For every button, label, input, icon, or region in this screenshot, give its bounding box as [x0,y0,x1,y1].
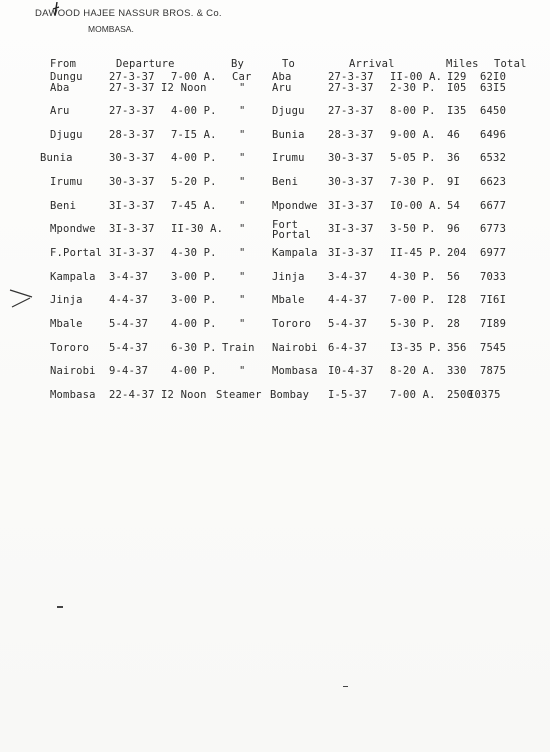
cell-miles: I05 [447,82,467,94]
cell-by: " [239,129,246,141]
cell-miles: 46 [447,129,461,141]
cell-from: Mpondwe [50,223,96,235]
cell-arrival-date: 28-3-37 [328,129,374,141]
header-to: To [282,58,296,70]
cell-departure-date: 27-3-37 [109,82,155,94]
table-row [0,389,550,403]
cell-arrival-date: 6-4-37 [328,342,368,354]
table-header [0,58,550,72]
cell-departure-date: 3-4-37 [109,271,149,283]
table-row [0,365,550,379]
cell-departure-time: II-30 A. [171,223,224,235]
table-row [0,342,550,356]
cell-departure-date: 28-3-37 [109,129,155,141]
cell-arrival-date: 4-4-37 [328,294,368,306]
header-departure: Departure [116,58,175,70]
cell-arrival-date: 3I-3-37 [328,223,374,235]
table-row [0,129,550,143]
cell-miles: 54 [447,200,461,212]
cell-miles: 2500 [447,389,474,401]
cell-arrival-date: 27-3-37 [328,105,374,117]
cell-miles: 36 [447,152,461,164]
cell-miles: 56 [447,271,461,283]
cell-to: Fort Portal [272,219,312,241]
cell-by: " [239,82,246,94]
cell-by: " [239,223,246,235]
cell-by: " [239,176,246,188]
cell-from: Irumu [50,176,83,188]
cell-from: Mombasa [50,389,96,401]
cell-by: " [239,105,246,117]
cell-departure-date: 27-3-37 [109,71,155,83]
cell-arrival-time: 7-00 A. [390,389,436,401]
cell-arrival-date: 5-4-37 [328,318,368,330]
cell-to: Nairobi [272,342,318,354]
cell-departure-date: 3I-3-37 [109,247,155,259]
table-row [0,318,550,332]
cell-to: Djugu [272,105,305,117]
cell-arrival-date: 30-3-37 [328,176,374,188]
cell-arrival-time: 4-30 P. [390,271,436,283]
cell-arrival-time: I0-00 A. [390,200,443,212]
cell-arrival-date: I-5-37 [328,389,368,401]
cell-arrival-time: 8-20 A. [390,365,436,377]
cell-by: " [239,294,246,306]
cell-departure-time: I2 Noon [161,82,207,94]
cell-to: Mpondwe [272,200,318,212]
cell-arrival-date: I0-4-37 [328,365,374,377]
cell-departure-time: 5-20 P. [171,176,217,188]
cell-to: Bunia [272,129,305,141]
cell-total: 7I6I [480,294,507,306]
ink-speck [57,606,63,608]
cell-arrival-time: 3-50 P. [390,223,436,235]
cell-total: 6977 [480,247,507,259]
cell-total: 6773 [480,223,507,235]
cell-arrival-date: 3-4-37 [328,271,368,283]
cell-arrival-time: 5-30 P. [390,318,436,330]
cell-to: Aba [272,71,292,83]
cell-arrival-date: 27-3-37 [328,82,374,94]
cell-by: Train [222,342,255,354]
cell-total: 6677 [480,200,507,212]
cell-arrival-date: 27-3-37 [328,71,374,83]
table-row [0,219,550,241]
cell-total: 63I5 [480,82,507,94]
cell-miles: 9I [447,176,461,188]
company-city: MOMBASA. [88,24,134,34]
table-row [0,247,550,261]
cell-by: " [239,152,246,164]
cell-by: Car [232,71,252,83]
cell-arrival-time: 8-00 P. [390,105,436,117]
cell-by: " [239,247,246,259]
cell-to: Mombasa [272,365,318,377]
cell-to: Tororo [272,318,312,330]
cell-miles: 330 [447,365,467,377]
cell-departure-time: 3-00 P. [171,294,217,306]
cell-departure-time: 3-00 P. [171,271,217,283]
cell-total: 7545 [480,342,507,354]
header-miles: Miles [446,58,479,70]
cell-arrival-time: II-00 A. [390,71,443,83]
cell-departure-time: 6-30 P. [171,342,217,354]
cell-total: 6623 [480,176,507,188]
cell-arrival-date: 3I-3-37 [328,247,374,259]
cell-departure-time: 7-45 A. [171,200,217,212]
table-row [0,294,550,308]
margin-tick-icon [8,287,34,309]
letterhead [35,8,222,34]
cell-departure-date: 30-3-37 [109,152,155,164]
cell-arrival-date: 30-3-37 [328,152,374,164]
cell-miles: 204 [447,247,467,259]
cell-total: I0375 [468,389,501,401]
cell-total: 6450 [480,105,507,117]
cell-departure-date: 4-4-37 [109,294,149,306]
cell-from: Bunia [40,152,73,164]
cell-arrival-time: 7-00 P. [390,294,436,306]
table-row [0,152,550,166]
cell-from: Kampala [50,271,96,283]
cell-to: Jinja [272,271,305,283]
cell-departure-time: 7-I5 A. [171,129,217,141]
cell-from: Djugu [50,129,83,141]
cell-by: " [239,200,246,212]
cell-departure-time: 4-00 P. [171,318,217,330]
cell-arrival-time: 9-00 A. [390,129,436,141]
cell-from: Dungu [50,71,83,83]
cell-total: 7I89 [480,318,507,330]
cell-to: Bombay [270,389,310,401]
cell-to: Aru [272,82,292,94]
cell-total: 62I0 [480,71,507,83]
cell-departure-time: I2 Noon [161,389,207,401]
cell-from: Tororo [50,342,90,354]
cell-from: Nairobi [50,365,96,377]
cell-departure-date: 9-4-37 [109,365,149,377]
cell-arrival-time: II-45 P. [390,247,443,259]
table-row [0,82,550,96]
cell-departure-date: 30-3-37 [109,176,155,188]
cell-total: 7875 [480,365,507,377]
company-name: DAWOOD HAJEE NASSUR BROS. & Co. [35,8,222,19]
cell-departure-time: 4-00 P. [171,152,217,164]
cell-departure-date: 5-4-37 [109,318,149,330]
cell-departure-time: 4-00 P. [171,365,217,377]
cell-miles: 356 [447,342,467,354]
table-row [0,105,550,119]
cell-miles: 96 [447,223,461,235]
cell-by: " [239,318,246,330]
header-from: From [50,58,77,70]
cell-from: Mbale [50,318,83,330]
cell-miles: I28 [447,294,467,306]
cell-miles: 28 [447,318,461,330]
header-arrival: Arrival [349,58,395,70]
ink-speck [343,686,348,687]
cell-miles: I29 [447,71,467,83]
cell-arrival-time: I3-35 P. [390,342,443,354]
cell-from: Aru [50,105,70,117]
cell-departure-date: 3I-3-37 [109,200,155,212]
cell-departure-time: 4-30 P. [171,247,217,259]
cell-arrival-time: 5-05 P. [390,152,436,164]
cell-to: Kampala [272,247,318,259]
cell-departure-time: 7-00 A. [171,71,217,83]
cell-by: Steamer [216,389,262,401]
header-by: By [231,58,245,70]
cell-total: 6532 [480,152,507,164]
ink-mark-icon [52,2,60,16]
cell-departure-date: 22-4-37 [109,389,155,401]
cell-total: 6496 [480,129,507,141]
cell-arrival-time: 2-30 P. [390,82,436,94]
table-row [0,200,550,214]
cell-miles: I35 [447,105,467,117]
cell-by: " [239,271,246,283]
cell-from: Jinja [50,294,83,306]
table-row [0,271,550,285]
table-row [0,176,550,190]
cell-arrival-time: 7-30 P. [390,176,436,188]
cell-to: Irumu [272,152,305,164]
cell-arrival-date: 3I-3-37 [328,200,374,212]
cell-departure-time: 4-00 P. [171,105,217,117]
cell-departure-date: 27-3-37 [109,105,155,117]
cell-departure-date: 5-4-37 [109,342,149,354]
cell-to: Mbale [272,294,305,306]
header-total: Total [494,58,527,70]
cell-by: " [239,365,246,377]
cell-total: 7033 [480,271,507,283]
cell-from: Aba [50,82,70,94]
cell-from: F.Portal [50,247,103,259]
cell-departure-date: 3I-3-37 [109,223,155,235]
cell-to: Beni [272,176,299,188]
cell-from: Beni [50,200,77,212]
